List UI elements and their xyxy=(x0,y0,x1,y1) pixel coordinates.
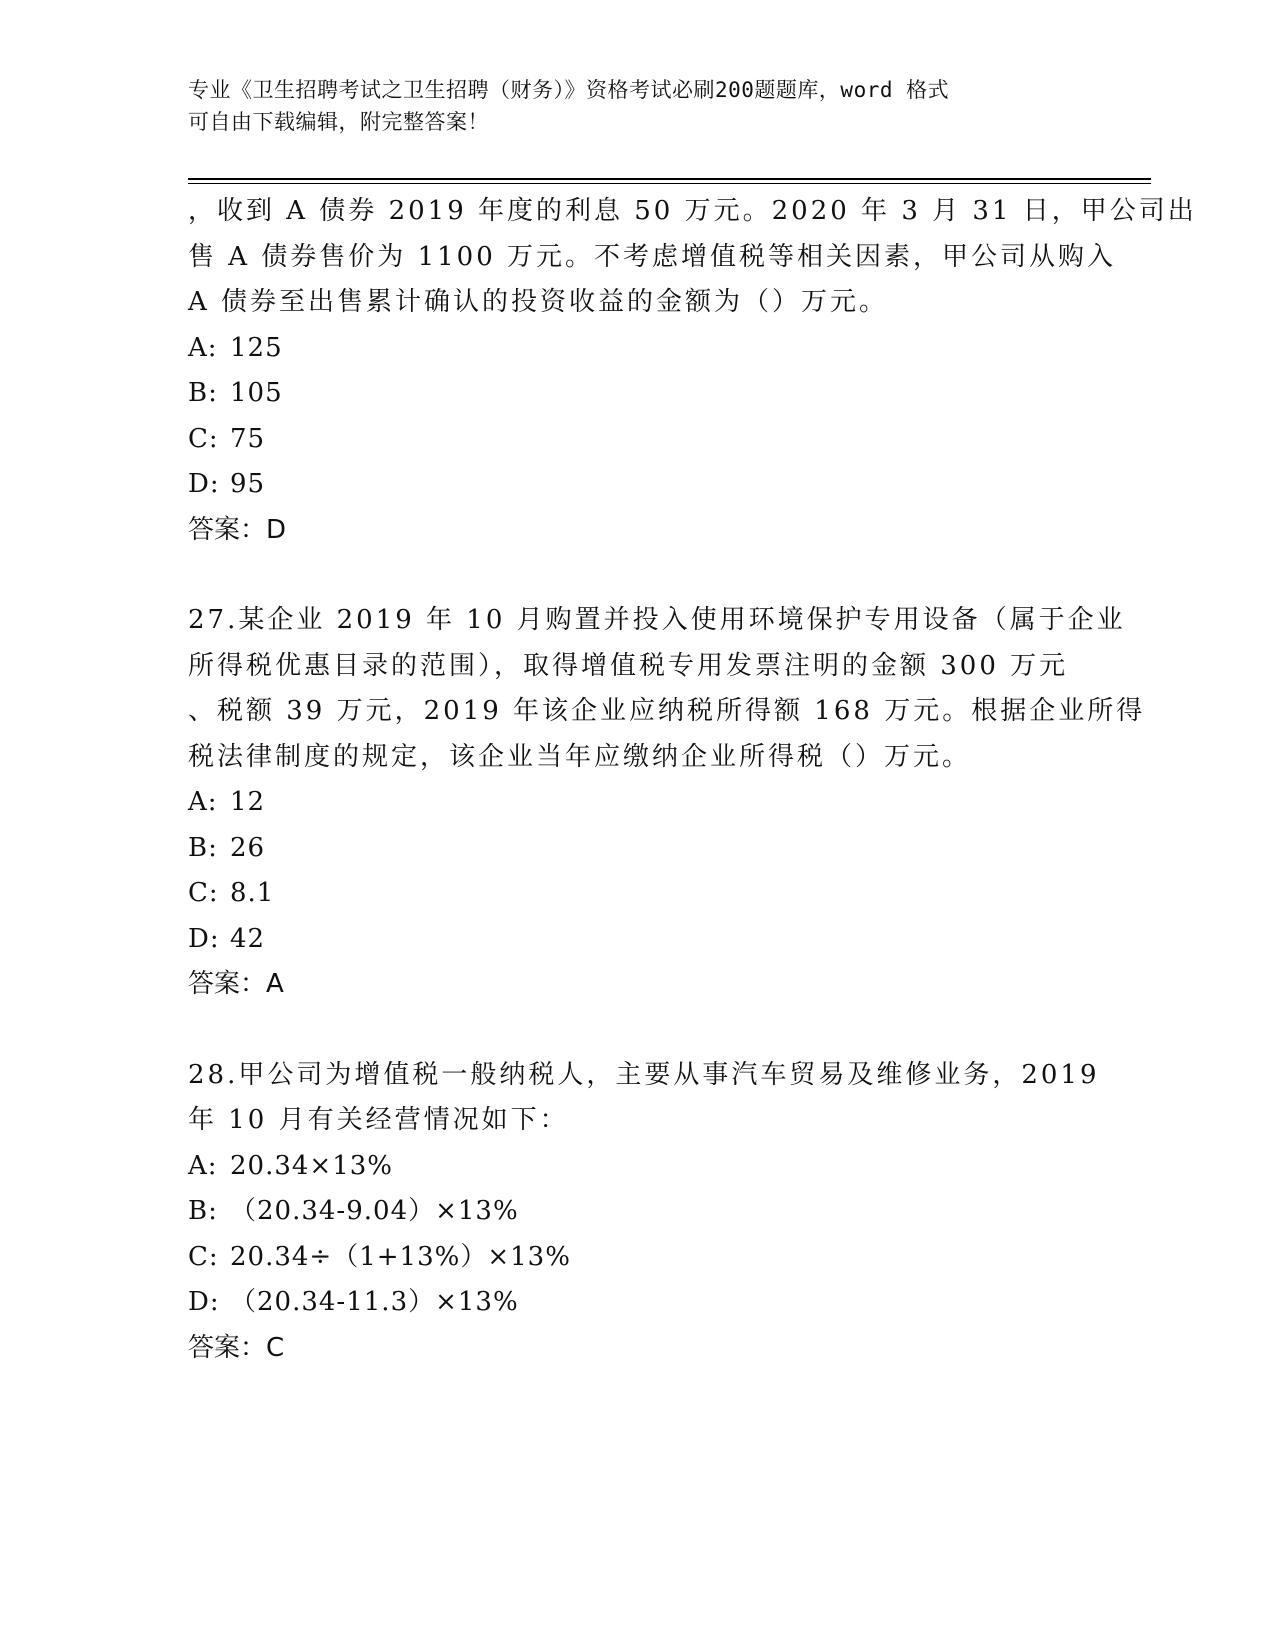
option-label: A: xyxy=(188,1150,218,1181)
option-value: 75 xyxy=(230,423,266,454)
option-value: （20.34-11.3）×13% xyxy=(230,1287,519,1317)
option-value: 125 xyxy=(230,332,283,363)
answer-text: 答案：D xyxy=(188,514,287,545)
question-text-line: 售 A 债券售价为 1100 万元。不考虑增值税等相关因素，甲公司从购入 xyxy=(188,241,1117,272)
spacer xyxy=(188,553,1088,598)
option-value: 20.34×13% xyxy=(230,1150,394,1181)
option-a xyxy=(188,326,1088,372)
option-d xyxy=(188,917,1088,963)
option-value: 12 xyxy=(230,787,266,817)
option-d xyxy=(188,1280,1088,1326)
option-value: 20.34÷（1+13%）×13% xyxy=(230,1241,571,1272)
option-label: A: xyxy=(188,332,218,363)
question-text-line: 所得税优惠目录的范围），取得增值税专用发票注明的金额 300 万元 xyxy=(188,650,1069,681)
question-text-line: ，收到 A 债券 2019 年度的利息 50 万元。2020 年 3 月 31 日，甲公司出 xyxy=(188,196,1197,226)
option-label: B: xyxy=(188,378,218,408)
question-text-line: 年 10 月有关经营情况如下： xyxy=(188,1105,569,1135)
question-27 xyxy=(188,598,1146,1008)
option-d xyxy=(188,462,1088,508)
option-value: （20.34-9.04）×13% xyxy=(230,1196,519,1226)
option-b xyxy=(188,826,1088,872)
answer-text: 答案：C xyxy=(188,1332,285,1363)
answer-text: 答案：A xyxy=(188,969,284,999)
header-rule-thick xyxy=(188,178,1151,180)
option-a xyxy=(188,780,1088,826)
document-header xyxy=(188,74,1088,138)
question-text-line: 税法律制度的规定，该企业当年应缴纳企业所得税（）万元。 xyxy=(188,741,972,772)
question-text-line: 、税额 39 万元，2019 年该企业应纳税所得额 168 万元。根据企业所得 xyxy=(188,696,1146,726)
option-value: 42 xyxy=(230,923,266,954)
question-text-line: 27.某企业 2019 年 10 月购置并投入使用环境保护专用设备（属于企业 xyxy=(188,605,1126,635)
option-label: C: xyxy=(188,1241,219,1272)
question-text-line: A 债券至出售累计确认的投资收益的金额为（）万元。 xyxy=(188,287,889,317)
question-list xyxy=(188,189,1197,1371)
option-c xyxy=(188,1235,1088,1281)
option-b xyxy=(188,1189,1088,1235)
option-label: C: xyxy=(188,878,219,908)
header-line-2: 可自由下载编辑，附完整答案！ xyxy=(188,110,489,134)
option-b xyxy=(188,371,1088,417)
option-label: B: xyxy=(188,1196,218,1226)
option-label: D: xyxy=(188,469,220,499)
option-a xyxy=(188,1144,1088,1190)
header-rule-thin xyxy=(188,183,1151,184)
option-label: C: xyxy=(188,423,219,454)
option-value: 95 xyxy=(230,469,266,499)
option-c xyxy=(188,417,1088,463)
option-label: B: xyxy=(188,832,218,863)
question-26 xyxy=(188,189,1197,553)
option-value: 105 xyxy=(230,378,283,408)
option-c xyxy=(188,871,1088,917)
option-value: 26 xyxy=(230,832,266,863)
question-28 xyxy=(188,1053,1100,1372)
spacer xyxy=(188,1008,1088,1053)
header-line-1: 专业《卫生招聘考试之卫生招聘（财务）》资格考试必刷200题题库，word 格式 xyxy=(188,78,950,102)
option-value: 8.1 xyxy=(230,878,275,908)
option-label: D: xyxy=(188,923,220,954)
question-text-line: 28.甲公司为增值税一般纳税人，主要从事汽车贸易及维修业务，2019 xyxy=(188,1059,1100,1090)
option-label: D: xyxy=(188,1287,220,1317)
option-label: A: xyxy=(188,787,218,817)
